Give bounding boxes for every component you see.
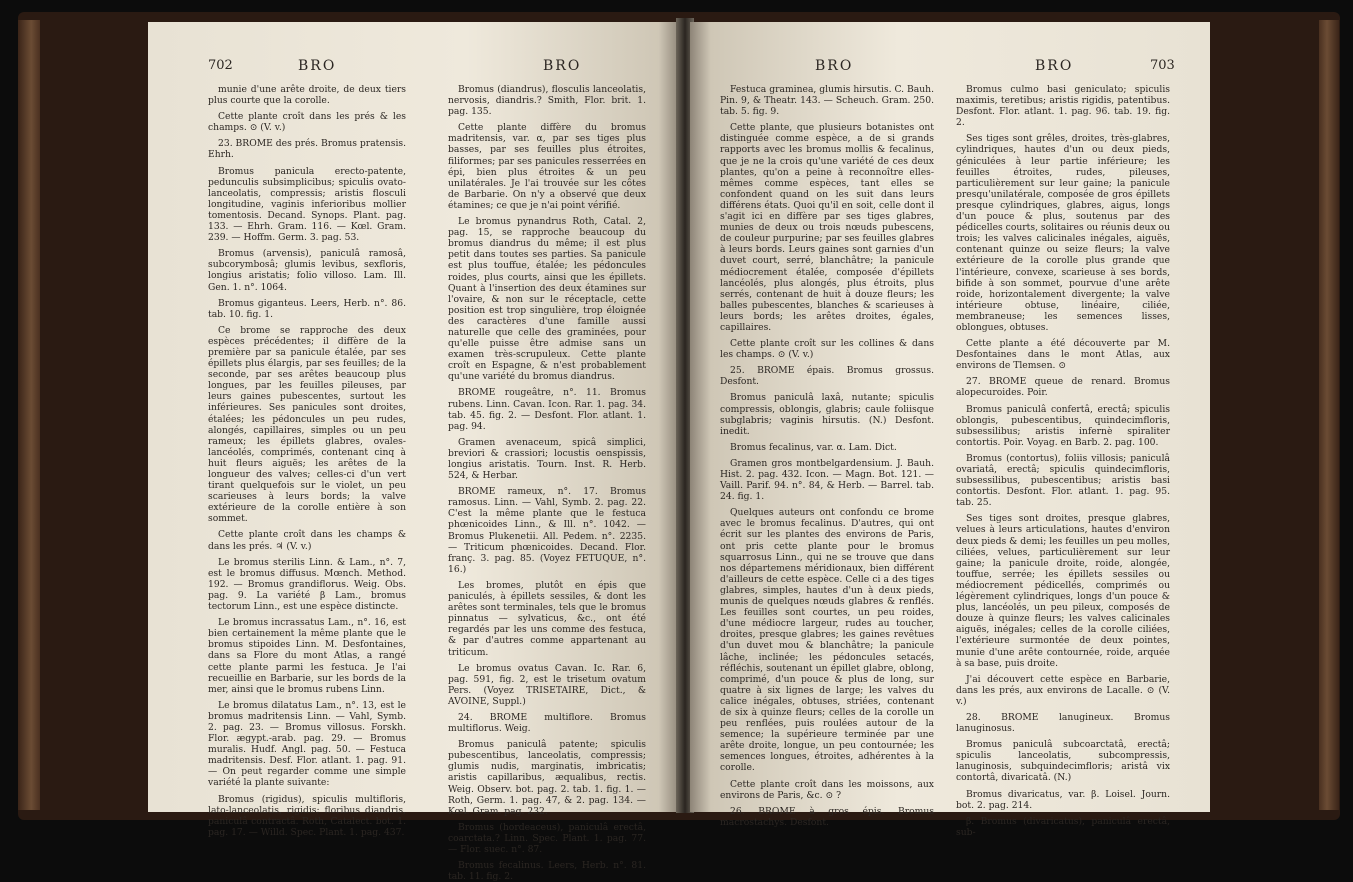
paragraph: Bromus fecalinus, var. α. Lam. Dict. xyxy=(730,441,897,453)
paragraph: 28. BROME lanugineux. Bromus lanuginosus. xyxy=(956,711,1170,735)
running-head: BRO xyxy=(1035,58,1074,74)
page-number: 702 xyxy=(208,58,233,73)
paragraph: Ce brome se rapproche des deux espèces précédentes; il diffère de la première par sa panicule étalée, par ses épillets plus élargis, par ses feuilles; de la seconde, par ses arêtes beaucoup plus longues, par les feuilles pileuses, par leurs gaines pubescentes, surtout les inférieures. Ses panicules sont droites, étalées; les pédoncules un peu rudes, alongés, capillaires, simples ou un peu rameux; les épillets glabres, ovales-lancéolés, comprimés, contenant cinq à huit fleurs aiguës; les arêtes de la longueur des valves; celles-ci d'un vert tirant quelquefois sur le violet, un peu scarieuses à leurs bords; la valve extérieure de la corolle entière à son sommet. xyxy=(208,324,406,525)
left-page-header xyxy=(148,58,680,84)
paragraph: Les bromes, plutôt en épis que paniculés, à épillets sessiles, & dont les arêtes sont terminales, tels que le bromus pinnatus — sylvaticus, &c., ont été regardés par les uns comme des festuca, & par d'autres comme appartenant au triticum. xyxy=(448,579,646,658)
page-number: 703 xyxy=(1150,58,1175,73)
paragraph: β. Bromus (divaricatus), paniculâ erectâ, sub- xyxy=(956,815,1170,838)
paragraph: 24. BROME multiflore. Bromus multiflorus. Weig. xyxy=(448,711,646,735)
paragraph: Le bromus pynandrus Roth, Catal. 2, pag. 15, se rapproche beaucoup du bromus diandrus du même; il est plus petit dans toutes ses parties. Sa panicule est plus touffue, étalée; les pédoncules roides, plus courts, ainsi que les épillets. Quant à l'insertion des deux étamines sur l'ovaire, & non sur le réceptacle, cette position est trop singulière, trop éloignée des caractères d'une famille aussi naturelle que celle des graminées, pour qu'elle puisse être admise sans un examen très-scrupuleux. Cette plante croît en Espagne, & n'est probablement qu'une variété du bromus diandrus. xyxy=(448,216,646,383)
running-head: BRO xyxy=(543,58,582,74)
paragraph: Cette plante croît sur les collines & dans les champs. ⊙ (V. v.) xyxy=(720,338,934,361)
paragraph: J'ai découvert cette espèce en Barbarie, dans les prés, aux environs de Lacalle. ⊙ (V. v.) xyxy=(956,673,1170,707)
right-page-header xyxy=(690,58,1210,84)
paragraph: Le bromus dilatatus Lam., n°. 13, est le bromus madritensis Linn. — Vahl, Symb. 2. pag. 23. — Bromus villosus. Forskh. Flor. ægypt.-arab. pag. 29. — Bromus muralis. Hudf. Angl. pag. 50. — Festuca madritensis. Desf. Flor. atlant. 1. pag. 91. — On peut regarder comme une simple variété la plante suivante: xyxy=(208,699,406,789)
paragraph: BROME rougeâtre, n°. 11. Bromus rubens. Linn. Cavan. Icon. Rar. 1. pag. 34. tab. 45. fig. 2. — Desfont. Flor. atlant. 1. pag. 94. xyxy=(448,387,646,432)
paragraph: Le bromus incrassatus Lam., n°. 16, est bien certainement la même plante que le bromus stipoides Linn. M. Desfontaines, dans sa Flore du mont Atlas, a rangé cette plante parmi les festuca. Je l'ai recueillie en Barbarie, sur les bords de la mer, ainsi que le bromus rubens Linn. xyxy=(208,617,406,695)
paragraph: Bromus fecalinus. Leers, Herb. n°. 81. tab. 11. fig. 2. xyxy=(448,860,646,882)
right-column-2 xyxy=(956,84,1170,838)
paragraph: Cette plante diffère du bromus madritensis, var. α, par ses tiges plus basses, par ses feuilles plus étroites, filiformes; par ses panicules resserrées en épi, bien plus étroites & un peu unilatérales. Je l'ai trouvée sur les côtes de Barbarie. On n'y a observé que deux étamines; ce que je n'ai point vérifié. xyxy=(448,122,646,211)
paragraph: 25. BROME épais. Bromus grossus. Desfont. xyxy=(720,365,934,388)
paragraph: Bromus giganteus. Leers, Herb. n°. 86. tab. 10. fig. 1. xyxy=(208,297,406,320)
paragraph: Gramen gros montbelgardensium. J. Bauh. Hist. 2. pag. 432. Icon. — Magn. Bot. 121. — Vaill. Parif. 94. n°. 84, & Herb. — Barrel. tab. 24. fig. 1. xyxy=(720,457,934,503)
paragraph: Bromus paniculâ patente; spiculis pubescentibus, lanceolatis, compressis; glumis nudis, marginatis, imbricatis; aristis capillaribus, æqualibus, rectis. Weig. Observ. bot. pag. 2. tab. 1. fig. 1. — Roth, Germ. 1. pag. 47, & 2. pag. 134. — Kœl. Gram. pag. 232. xyxy=(448,739,646,817)
left-page-edges xyxy=(18,20,40,810)
paragraph: Cette plante, que plusieurs botanistes ont distinguée comme espèce, a de si grands rapports avec les bromus mollis & fecalinus, que je ne la crois qu'une variété de ces deux plantes, qu'on a peine à reconnoître elles-mêmes comme espèces, tant elles se confondent quand on les suit dans leurs différens états. Quoi qu'il en soit, celle dont il s'agit ici en diffère par ses tiges glabres, munies de deux ou trois nœuds pubescens, de couleur purpurine; par ses feuilles glabres à leurs bords. Leurs gaines sont garnies d'un duvet court, serré, blanchâtre; la panicule médiocrement étalée, composée d'épillets lancéolés, plus alongés, plus étroits, plus serrés, contenant de huit à douze fleurs; les balles pubescentes, blanches & scarieuses à leurs bords; les arêtes droites, égales, capillaires. xyxy=(720,122,934,333)
paragraph: Ses tiges sont grêles, droites, très-glabres, cylindriques, hautes d'un ou deux pieds, géniculées à leur partie inférieure; les feuilles étroites, rudes, pileuses, particulièrement sur leur gaine; la panicule presqu'unilatérale, composée de gros épillets presque cylindriques, glabres, aigus, longs d'un pouce & plus, soutenus par des pédicelles courts, solitaires ou réunis deux ou trois; les valves calicinales inégales, aiguës, contenant quinze ou seize fleurs; la valve extérieure de la corolle plus grande que l'intérieure, convexe, scarieuse à ses bords, bifide à son sommet, pourvue d'une arête roide, horizontalement divergente; la valve intérieure obtuse, linéaire, ciliée, membraneuse; les semences lisses, oblongues, obtuses. xyxy=(956,133,1170,333)
paragraph: Le bromus sterilis Linn. & Lam., n°. 7, est le bromus diffusus. Mœnch. Method. 192. — Bromus grandiflorus. Weig. Obs. pag. 9. La variété β Lam., bromus tectorum Linn., est une espèce distincte. xyxy=(208,556,406,613)
running-head: BRO xyxy=(815,58,854,74)
right-column-1 xyxy=(720,84,934,828)
right-page xyxy=(690,22,1210,838)
running-head: BRO xyxy=(298,58,337,74)
paragraph: munie d'une arête droite, de deux tiers plus courte que la corolle. xyxy=(208,84,406,107)
left-page xyxy=(148,22,680,882)
paragraph: Bromus (hordeaceus), paniculâ erectâ, coarctata.? Linn. Spec. Plant. 1. pag. 77. — Flor. suec. n°. 87. xyxy=(448,821,646,855)
paragraph: Bromus divaricatus, var. β. Loisel. Journ. bot. 2. pag. 214. xyxy=(956,788,1170,811)
paragraph: Ses tiges sont droites, presque glabres, velues à leurs articulations, hautes d'environ deux pieds & demi; les feuilles un peu molles, ciliées, velues, particulièrement sur leur gaine; la panicule droite, roide, alongée, touffue, serrée; les épillets sessiles ou médiocrement pédicellés, comprimés ou légèrement cylindriques, longs d'un pouce & plus, lancéolés, un peu pileux, composés de douze à quinze fleurs; les valves calicinales aiguës, inégales; celles de la corolle ciliées, l'extérieure surmontée de deux pointes, munie d'une arête contournée, roide, arquée à sa base, puis droite. xyxy=(956,513,1170,669)
paragraph: Cette plante croît dans les champs & dans les prés. ♃ (V. v.) xyxy=(208,529,406,552)
paragraph: Bromus paniculâ laxâ, nutante; spiculis compressis, oblongis, glabris; caule foliisque subglabris; vaginis hirsutis. (N.) Desfont. inedit. xyxy=(720,392,934,437)
paragraph: 27. BROME queue de renard. Bromus alopecuroides. Poir. xyxy=(956,376,1170,399)
paragraph: BROME rameux, n°. 17. Bromus ramosus. Linn. — Vahl, Symb. 2. pag. 22. C'est la même plante que le festuca phœnicoides Linn., & Ill. n°. 1042. — Bromus Plukenetii. All. Pedem. n°. 2235. — Triticum phœnicoides. Decand. Flor. franç. 3. pag. 85. (Voyez FETUQUE, n°. 16.) xyxy=(448,486,646,575)
paragraph: Bromus culmo basi geniculato; spiculis maximis, teretibus; aristis rigidis, patentibus. Desfont. Flor. atlant. 1. pag. 96. tab. 19. fig. 2. xyxy=(956,84,1170,129)
paragraph: Cette plante croît dans les prés & les champs. ⊙ (V. v.) xyxy=(208,111,406,134)
right-page-edges xyxy=(1319,20,1339,810)
left-column-1 xyxy=(208,84,407,838)
paragraph: Bromus (rigidus), spiculis multifloris, lato-lanceolatis, rigidis; floribus diandris, paniculâ contractâ. Roth, Catalect. bot. 1. pag. 17. — Willd. Spec. Plant. 1. pag. 437. xyxy=(208,793,406,838)
paragraph: Festuca graminea, glumis hirsutis. C. Bauh. Pin. 9, & Theatr. 143. — Scheuch. Gram. 250. tab. 5. fig. 9. xyxy=(720,84,934,118)
paragraph: 26. BROME à gros épis. Bromus macrostachys. Desfont. xyxy=(720,805,934,828)
paragraph: Bromus panicula erecto-patente, pedunculis subsimplicibus; spiculis ovato-lanceolatis, compressis; aristis flosculi longitudine, vaginis inferioribus mollier tomentosis. Decand. Synops. Plant. pag. 133. — Ehrh. Gram. 116. — Kœl. Gram. 239. — Hoffm. Germ. 3. pag. 53. xyxy=(208,165,406,244)
paragraph: Bromus (contortus), foliis villosis; paniculâ ovariatâ, erectâ; spiculis quindecimfloris, subsessilibus, pubescentibus; aristis basi contortis. Desfont. Flor. atlant. 1. pag. 95. tab. 25. xyxy=(956,452,1170,509)
paragraph: Cette plante a été découverte par M. Desfontaines dans le mont Atlas, aux environs de Tlemsen. ⊙ xyxy=(956,338,1170,372)
paragraph: Bromus (arvensis), paniculâ ramosâ, subcorymbosâ; glumis levibus, sexfloris, longius aristatis; folio villoso. Lam. Ill. Gen. 1. n°. 1064. xyxy=(208,248,406,293)
paragraph: 23. BROME des prés. Bromus pratensis. Ehrh. xyxy=(208,138,407,161)
paragraph: Le bromus ovatus Cavan. Ic. Rar. 6, pag. 591, fig. 2, est le trisetum ovatum Pers. (Voyez TRISETAIRE, Dict., & AVOINE, Suppl.) xyxy=(448,662,646,707)
paragraph: Gramen avenaceum, spicâ simplici, breviori & crassiori; locustis oenspissis, longius aristatis. Tourn. Inst. R. Herb. 524, & Herbar. xyxy=(448,436,646,482)
left-column-2 xyxy=(448,84,646,882)
paragraph: Quelques auteurs ont confondu ce brome avec le bromus fecalinus. D'autres, qui ont écrit sur les plantes des environs de Paris, ont pris cette plante pour le bromus squarrosus Linn., qui ne se trouve que dans nos départemens méridionaux, bien différent d'ailleurs de cette espèce. Celle ci a des tiges glabres, simples, hautes d'un à deux pieds, munis de quelques nœuds glabres & renflés. Les feuilles sont courtes, un peu roides, d'une médiocre largeur, rudes au toucher, droites, presque glabres; les gaines revêtues d'un duvet mou & blanchâtre; la panicule lâche, inclinée; les pédoncules setacés, réfléchis, soutenant un épillet glabre, oblong, comprimé, d'un pouce & plus de long, sur quatre à six lignes de large; les valves du calice inégales, obtuses, striées, contenant de six à quinze fleurs; celles de la corolle un peu renflées, puis roulées autour de la semence; la supérieure terminée par une arête droite, longue, un peu contournée; les semences longues, étroites, adhérentes à la corolle. xyxy=(720,507,934,774)
paragraph: Cette plante croît dans les moissons, aux environs de Paris, &c. ⊙ ? xyxy=(720,778,934,801)
paragraph: Bromus paniculâ subcoarctatâ, erectâ; spiculis lanceolatis, subcompressis, lanuginosis, subquindecimfloris; aristâ vix contortâ, divaricatâ. (N.) xyxy=(956,739,1170,784)
paragraph: Bromus (diandrus), flosculis lanceolatis, nervosis, diandris.? Smith, Flor. brit. 1. pag. 135. xyxy=(448,84,646,118)
paragraph: Bromus paniculâ confertâ, erectâ; spiculis oblongis, pubescentibus, quindecimfloris, subsessilibus; aristis infernè spiraliter contortis. Poir. Voyag. en Barb. 2. pag. 100. xyxy=(956,403,1170,448)
